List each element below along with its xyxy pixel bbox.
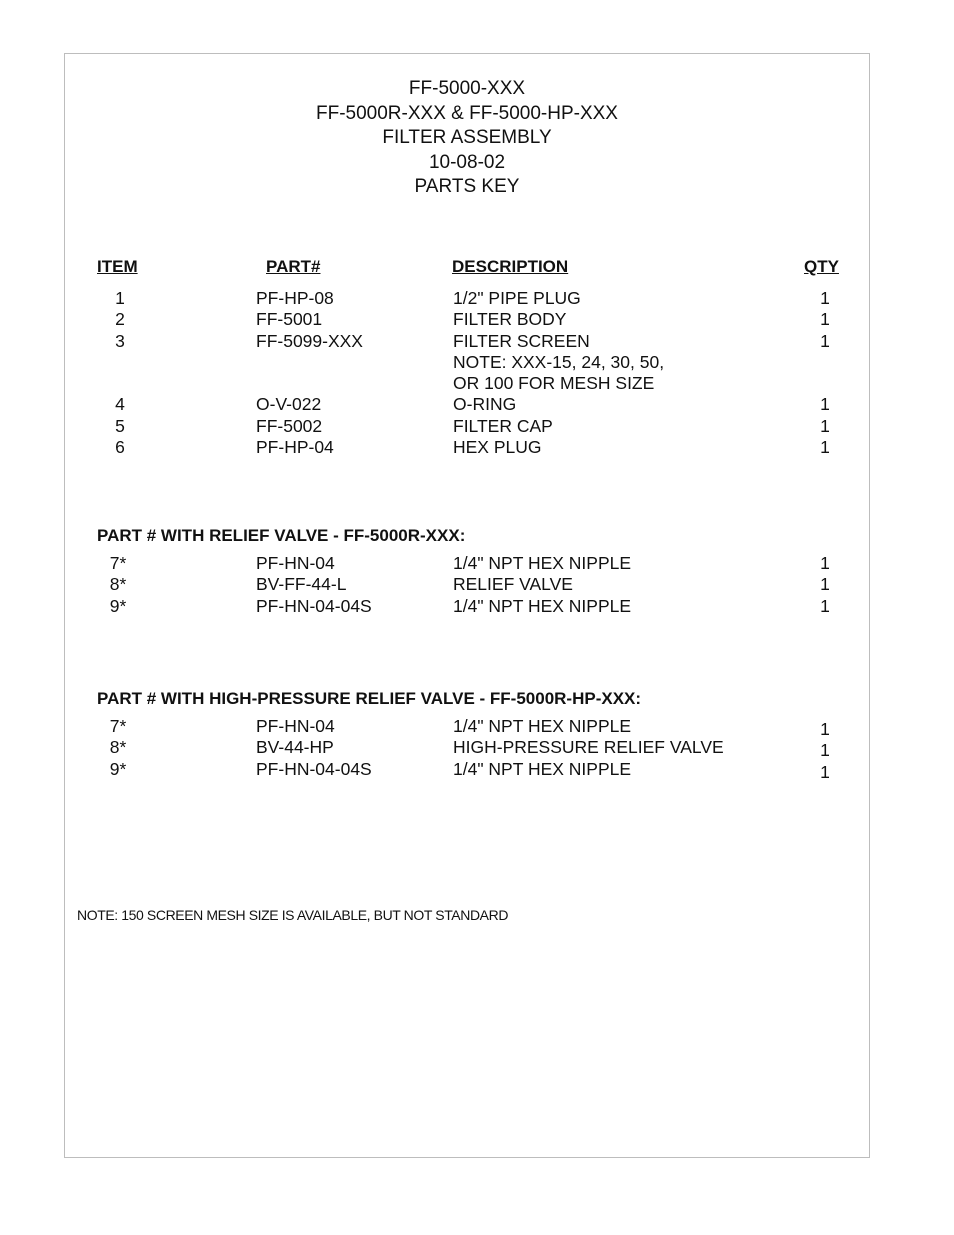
table-row [65,288,869,309]
part-qty: 1 [820,761,830,782]
table-row [65,416,869,437]
part-description: 1/4" NPT HEX NIPPLE [453,758,632,779]
relief-valve-section-title: PART # WITH RELIEF VALVE - FF-5000R-XXX: [97,526,466,545]
table-row [65,596,869,617]
part-description: NOTE: XXX-15, 24, 30, 50, [453,351,665,372]
part-qty: 1 [820,719,830,739]
part-number: FF-5002 [256,415,323,436]
header-description: DESCRIPTION [452,257,569,276]
table-row [65,309,869,330]
title-part-number: FF-5000-XXX [408,78,526,99]
part-qty: 1 [820,595,830,616]
item-number: 4 [115,394,125,415]
item-number: 8* [109,574,127,595]
part-description: 1/2" PIPE PLUG [453,288,581,308]
item-number: 8* [109,737,127,758]
part-qty: 1 [820,415,830,436]
part-qty: 1 [820,740,830,761]
header-part: PART# [266,257,321,276]
table-row [65,352,869,373]
part-number: O-V-022 [256,394,322,415]
title-block [65,77,869,200]
title-assembly: FILTER ASSEMBLY [382,127,552,148]
item-number: 3 [115,330,125,351]
header-qty: QTY [804,257,839,276]
item-number: 9* [109,758,127,779]
part-qty: 1 [820,288,830,308]
part-number: FF-5001 [256,309,323,330]
table-row [65,437,869,458]
title-date: 10-08-02 [428,151,506,173]
part-number: BV-FF-44-L [256,574,347,595]
part-number: BV-44-HP [256,737,334,758]
part-description: RELIEF VALVE [453,574,573,595]
part-qty: 1 [820,437,830,458]
part-description: O-RING [453,394,517,415]
part-number: PF-HP-04 [256,437,334,458]
part-qty: 1 [820,330,830,351]
high-pressure-parts-list [65,716,869,780]
item-number: 7* [109,716,127,736]
part-description: FILTER BODY [453,309,567,330]
document-page [64,53,870,1158]
part-number: PF-HN-04 [256,553,335,573]
table-row [65,716,869,737]
item-number: 7* [109,553,127,573]
part-description: 1/4" NPT HEX NIPPLE [453,716,632,736]
table-row [65,759,869,780]
part-description: FILTER CAP [453,415,553,436]
part-number: PF-HN-04 [256,716,335,736]
part-qty: 1 [820,553,830,573]
table-row [65,574,869,595]
table-row [65,394,869,415]
table-row [65,553,869,574]
part-description: 1/4" NPT HEX NIPPLE [453,553,632,573]
part-description: HEX PLUG [453,437,542,458]
mesh-size-note: NOTE: 150 SCREEN MESH SIZE IS AVAILABLE, BUT NOT STANDARD [77,907,509,923]
high-pressure-section-title: PART # WITH HIGH-PRESSURE RELIEF VALVE - FF-5000R-HP-XXX: [97,689,642,708]
main-parts-list [65,288,869,458]
header-item: ITEM [97,257,138,276]
item-number: 2 [115,309,125,330]
part-description: HIGH-PRESSURE RELIEF VALVE [453,737,724,758]
part-number: PF-HP-08 [256,288,334,308]
part-description: FILTER SCREEN [453,330,590,351]
table-row [65,737,869,761]
relief-valve-parts-list [65,553,869,617]
table-row [65,331,869,352]
item-number: 9* [109,595,127,616]
part-qty: 1 [820,394,830,415]
item-number: 5 [115,415,125,436]
item-number: 6 [115,437,125,458]
title-parts-key: PARTS KEY [414,176,520,197]
part-number: PF-HN-04-04S [256,595,372,616]
part-description: OR 100 FOR MESH SIZE [453,373,655,394]
part-description: 1/4" NPT HEX NIPPLE [453,595,632,616]
part-qty: 1 [820,309,830,330]
title-variants: FF-5000R-XXX & FF-5000-HP-XXX [316,102,618,124]
table-row [65,373,869,394]
part-number: FF-5099-XXX [256,330,363,351]
part-qty: 1 [820,574,830,595]
item-number: 1 [115,288,125,308]
part-number: PF-HN-04-04S [256,758,372,779]
